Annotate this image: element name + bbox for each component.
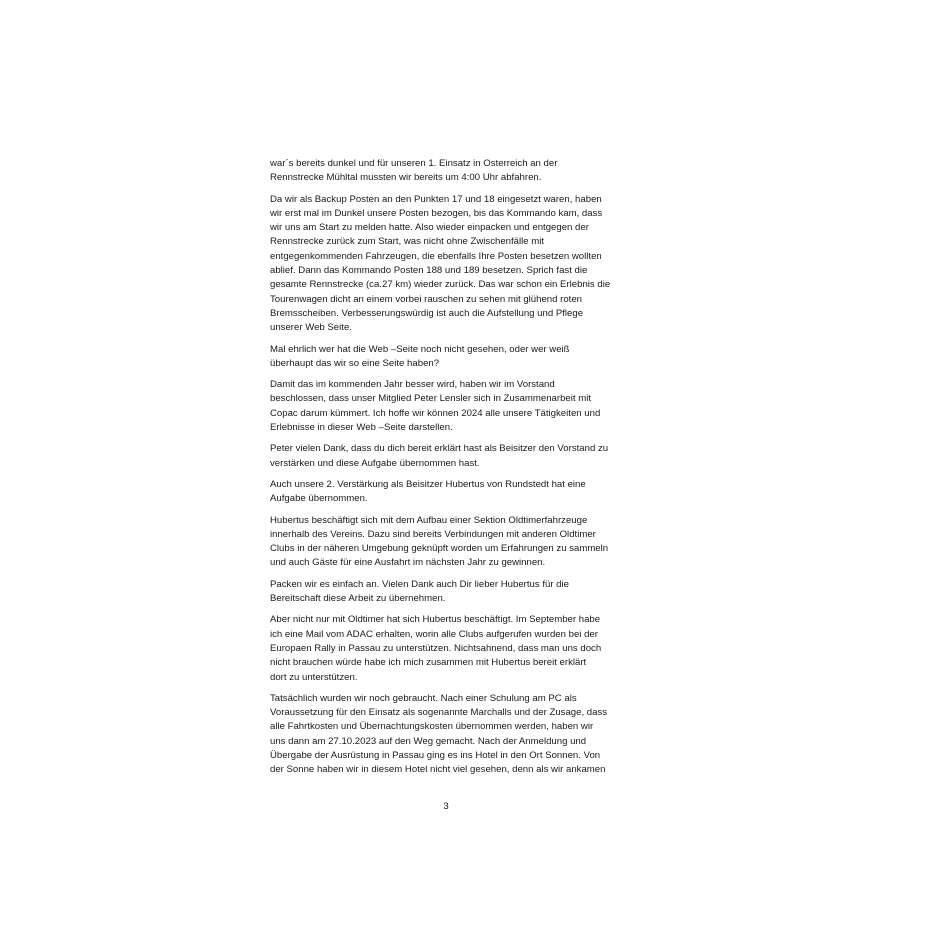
page-number: 3 [443,801,449,812]
paragraph-8: Packen wir es einfach an. Vielen Dank auch Dir lieber Hubertus für die Bereitschaft diese Arbeit zu übernehmen. [270,578,569,605]
body-text [270,157,622,785]
paragraph-10: Tatsächlich wurden wir noch gebraucht. Nach einer Schulung am PC als Voraussetzung für den Einsatz als sogenannte Marchalls und der Zusage, dass alle Fahrtkosten und Übernachtungskosten übernommen werden, haben wir uns dann am 27.10.2023 auf den Weg gemacht. Nach der Anmeldung und Übergabe der Ausrüstung in Passau ging es ins Hotel in den Ort Sonnen. Von der Sonne haben wir in diesem Hotel nicht viel gesehen, denn als wir ankamen [270,692,608,776]
paragraph-1: war´s bereits dunkel und für unseren 1. Einsatz in Osterreich an der Rennstrecke Mühltal mussten wir bereits um 4:00 Uhr abfahren. [270,158,558,184]
paragraph-9: Aber nicht nur mit Oldtimer hat sich Hubertus beschäftigt. Im September habe ich eine Mail vom ADAC erhalten, worin alle Clubs aufgerufen wurden bei der Europaen Rally in Passau zu unterstützen. Nichtsahnend, dass man uns doch nicht brauchen würde habe ich mich zusammen mit Hubertus bereit erklärt dort zu unterstützen. [270,614,602,683]
paragraph-5: Peter vielen Dank, dass du dich bereit erklärt hast als Beisitzer den Vorstand zu verstärken und diese Aufgabe übernommen hast. [270,443,609,469]
paragraph-4: Damit das im kommenden Jahr besser wird, haben wir im Vorstand beschlossen, dass unser Mitglied Peter Lensler sich in Zusammenarbeit mit Copac darum kümmert. Ich hoffe wir können 2024 alle unsere Tätigkeiten und Erlebnisse in dieser Web –Seite darstellen. [270,379,601,434]
paragraph-7: Hubertus beschäftigt sich mit dem Aufbau einer Sektion Oldtimerfahrzeuge innerhalb des Vereins. Dazu sind bereits Verbindungen mit anderen Oldtimer Clubs in der näheren Umgebung geknüpft worden um Erfahrungen zu sammeln und auch Gäste für eine Ausfahrt im nächsten Jahr zu gewinnen. [270,514,609,569]
paragraph-6: Auch unsere 2. Verstärkung als Beisitzer Hubertus von Rundstedt hat eine Aufgabe übernommen. [270,478,586,505]
paragraph-2: Da wir als Backup Posten an den Punkten 17 und 18 eingesetzt waren, haben wir erst mal im Dunkel unsere Posten bezogen, bis das Kommando kam, dass wir uns am Start zu melden hatte. Also wieder einpacken und entgegen der Rennstrecke zurück zum Start, was nicht ohne Zwischenfälle mit entgegenkommenden Fahrzeugen, die ebenfalls Ihre Posten besetzen wollten ablief. Dann das Kommando Posten 188 und 189 besetzen. Sprich fast die gesamte Rennstrecke (ca.27 km) wieder zurück. Das war schon ein Erlebnis die Tourenwagen dicht an einem vorbei rauschen zu sehen mit glühend roten Bremsscheiben. Verbesserungswürdig ist auch die Aufstellung und Pflege unserer Web Seite. [270,193,611,334]
paragraph-3: Mal ehrlich wer hat die Web –Seite noch nicht gesehen, oder wer weiß überhaupt das wir so eine Seite haben? [270,343,570,369]
